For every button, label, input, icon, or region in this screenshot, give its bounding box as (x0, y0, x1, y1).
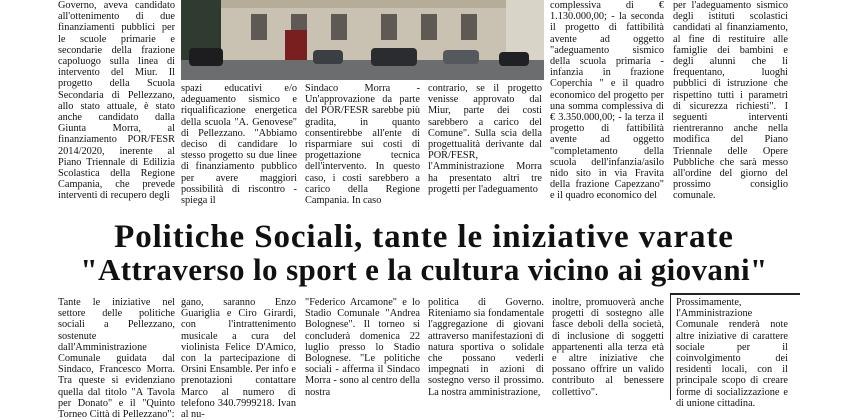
bottom-column-4 (428, 297, 544, 400)
top-column-4 (428, 83, 542, 214)
town-hall-photo (181, 0, 544, 80)
top-column-2-text: spazi educativi e/o adeguamento sismico e riqualificazione energetica della scuola "A. Genovese" di Pellezzano. "Abbiamo deciso di candidare lo stesso progetto su due linee di finanziamento pubblico per avere maggiori possibilità di riscontro - spiega il (181, 83, 297, 207)
bottom-column-5 (552, 297, 664, 400)
headline-subtitle: "Attraverso lo sport e la cultura vicino ai giovani" (80, 252, 768, 287)
separator-rule-top (670, 293, 800, 295)
top-column-5-text: complessiva di € 1.130.000,00; - la seconda il progetto di fattibilità avente ad oggetto "adeguamento sismico della scuola primaria - infanzia in frazione Coperchia " e il quadro economico del progetto per una somma complessiva di € 3.350.000,00; - la terza il progetto di fattibilità avente ad oggetto "completamento della scuola dell'infanzia/asilo nido sito in via Fravita della frazione Capezzano" e il quadro economico del (550, 0, 664, 202)
bottom-column-1-text: Tante le iniziative nel settore delle politiche sociali a Pellezzano, sostenute dall'Amministrazione Comunale guidata dal Sindaco, Francesco Morra. Tra queste si evidenziano quella dal titolo "A Tavola per Donato" e il "Quinto Torneo Città di Pellezzano": (58, 297, 175, 420)
bottom-column-3 (305, 297, 420, 400)
top-column-6 (673, 0, 788, 214)
building-photo-icon (181, 0, 544, 80)
bottom-column-5-text: inoltre, promuoverà anche progetti di sostegno alle fasce deboli della società, di inclusione di soggetti appartenenti alla terza età e altre iniziative che possano offrire un valido contributo al benessere collettivo". (552, 297, 664, 398)
bottom-column-3-text: "Federico Arcamone" e lo Stadio Comunale "Andrea Bolognese". Il torneo si concluderà domenica 22 luglio presso lo Stadio Bolognese. "Le politiche sociali - afferma il Sindaco Morra - sono al centro della nostra (305, 297, 420, 398)
headline-title: Politiche Sociali, tante le iniziative varate (114, 219, 734, 255)
top-column-6-text: per l'adeguamento sismico degli istituti scolastici candidati al finanziamento, al fine di restituire alle famiglie dei bambini e degli alunni che li frequentano, luoghi pubblici di istruzione che rispettino tutti i parametri di sicurezza richiesti". I seguenti interventi rientreranno anche nella modifica del Piano Triennale delle Opere Pubbliche che sarà messo all'ordine del giorno del prossimo consiglio comunale. (673, 0, 788, 202)
bottom-column-4-text: politica di Governo. Riteniamo sia fondamentale l'aggregazione di giovani attraverso manifestazioni di natura sportiva o solidale che possano vederli impegnati in azioni di sostegno verso il prossimo. La nostra amministrazione, (428, 297, 544, 398)
bottom-column-6-text: Prossimamente, l'Amministrazione Comunale renderà note altre iniziative di carattere sociale per il coinvolgimento dei residenti locali, con il principale scopo di creare forme di socializzazione e di unione cittadina. (676, 297, 788, 409)
top-column-4-text: contrario, se il progetto venisse approvato dal Miur, parte dei costi sarebbero a carico del Comune". Sulla scia della progettualità derivante dal POR/FESR, l'Amministrazione Morra ha presentato altri tre progetti per l'adeguamento (428, 83, 542, 195)
bottom-column-2 (181, 297, 296, 420)
bottom-column-2-text: gano, saranno Enzo Guariglia e Ciro Girardi, con l'intrattenimento musicale a cura del violinista Felice D'Amico, con la partecipazione di Orsini Ensamble. Per info e prenotazioni contattare Marco al numero di telefono 340.7999218. Ivan al nu- (181, 297, 296, 420)
bottom-column-6 (676, 297, 788, 409)
top-column-5 (550, 0, 664, 214)
top-column-1 (58, 0, 175, 214)
column-divider (670, 295, 671, 400)
top-column-2 (181, 83, 297, 214)
top-column-1-text: Governo, aveva candidato all'ottenimento di due finanziamenti pubblici per le scuole primarie e secondarie della frazione capoluogo sulla linea di intervento del Miur. Il progetto della Scuola Secondaria di Pellezzano, allo stato attuale, è stato anche candidato dalla Giunta Morra, al finanziamento POR/FESR 2014/2020, inerente al Piano Triennale di Edilizia Scolastica della Regione Campania, che prevede interventi di recupero degli (58, 0, 175, 202)
top-column-3-text: Sindaco Morra - Un'approvazione da parte del POR/FESR sarebbe più gradita, in quanto consentirebbe all'ente di risparmiare sui costi di progettazione tecnica dell'intervento. In questo caso, i costi sarebbero a carico della Regione Campania. In caso (305, 83, 420, 207)
top-column-3 (305, 83, 420, 214)
bottom-column-1 (58, 297, 175, 420)
